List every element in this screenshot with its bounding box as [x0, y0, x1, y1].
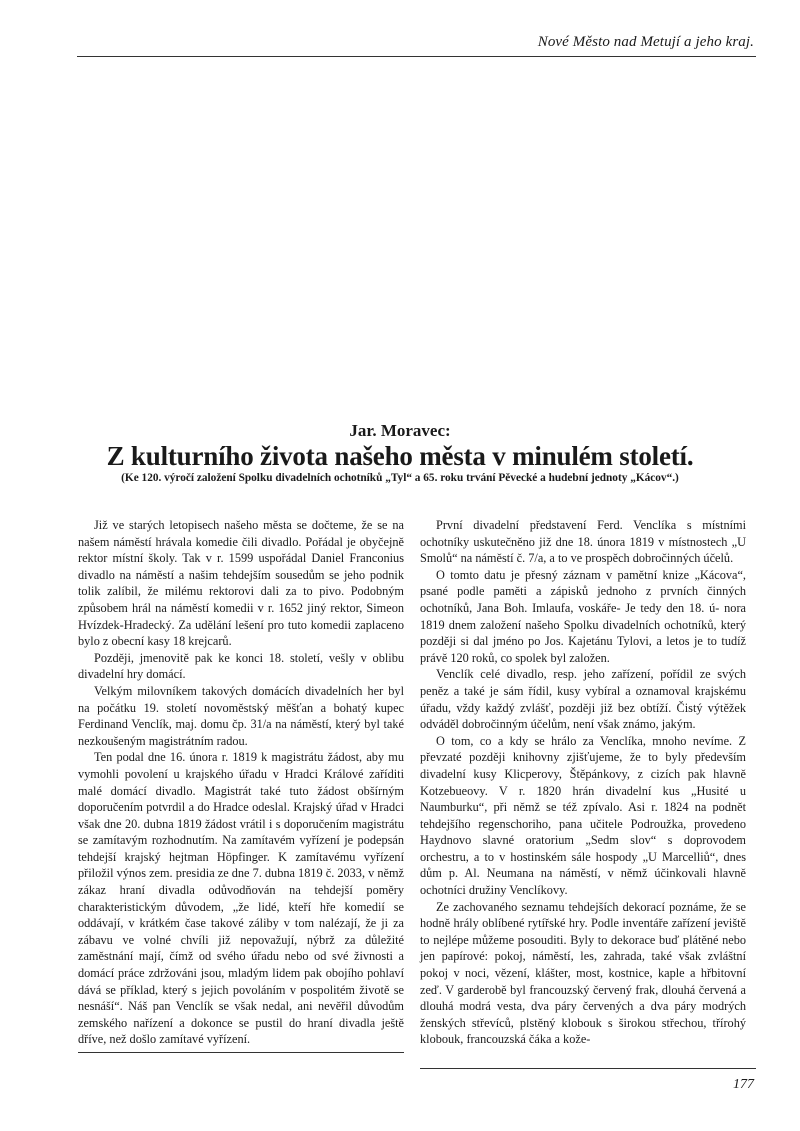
article-title: Z kulturního života našeho města v minulém století.: [106, 441, 694, 471]
paragraph: Velkým milovníkem takových domácích divadelních her byl na počátku 19. století novoměstský měšťan a bohatý kupec Ferdinand Venclík, maj. domu čp. 31/a na náměstí, který byl také nezkoušeným magistrátním radou.: [78, 683, 404, 748]
page-number: 177: [733, 1077, 754, 1092]
paragraph: Ze zachovaného seznamu tehdejších dekorací poznáme, že se hodně hrály oblíbené rytířské hry. Podle inventáře zařízení jeviště to nejlépe můžeme posouditi. Byly to dekorace buď plátěné nebo jen papírové: pokoj, náměstí, les, zahrada, také však zvláštní pokoj v noci, vězení, klášter, most, kostnice, kaple a hřbitovní zeď. V garderobě byl francouzský červený frak, dlouhá červená a dlouhá modrá vesta, dva páry červených a dva páry modrých ženských střevíců, plstěný klobouk s širokou střechou, třírohý klobouk, francouzská čáka a kože-: [420, 899, 746, 1047]
paragraph: Venclík celé divadlo, resp. jeho zařízení, pořídil ze svých peněz a také je sám řídil, kusy vybíral a oznamoval krajskému úřadu, vždy každý zvlášť, později již bez obtíží. Čistý výtěžek odváděl dobročinným účelům, není však známo, jakým.: [420, 667, 746, 732]
paragraph: Později, jmenovitě pak ke konci 18. století, vešly v oblibu divadelní hry domácí.: [78, 650, 404, 682]
running-head: Nové Město nad Metují a jeho kraj.: [537, 34, 754, 50]
right-column: [420, 517, 746, 1048]
paragraph: O tomto datu je přesný záznam v pamětní knize „Kácova“, psané podle paměti a zápisků jednoho z prvních činných ochotníků, Jana Boh. Imlaufa, voskáře- Je tedy den 18. ú- nora 1819 dnem založení našeho Spolku divadelních ochotníků, který později si dal jméno po Jos. Kajetánu Tylovi, a letos je to tudíž právě 120 roků, co spolek byl založen.: [420, 567, 746, 665]
paragraph: Ten podal dne 16. února r. 1819 k magistrátu žádost, aby mu vymohli povolení u krajského úřadu v Hradci Králové zaříditi malé domácí divadlo. Magistrát také tuto žádost obšírným doporučením potvrdil a do Hradce odeslal. Krajský úřad v Hradci však dne 20. dubna 1819 žádost vrátil i s doporučením magistrátu se zamítavým rozhodnutím. Na zamítavém vyřízení je podepsán tehdejší krajský hejtman Höpfinger. K zamítavému vyřízení přiložil výnos zem. presidia ze dne 7. dubna 1819 č. 2033, v němž zákaz hraní divadla odůvodňován na tehdejší poměry charakteristickým důvodem, „že lidé, kteří hře komedií se oddávají, v krátkém čase takové záliby v tom nalézají, že ji za zábavu ve volné chvíli již nepovažují, nýbrž za důležité zaměstnání mají, čímž od svého úřadu nebo od své živnosti a domácí práce zdržováni jsou, mladým lidem pak obojího pohlaví dává se příklad, který s jejich povoláním v pospolitém životě se nesnáší“. Náš pan Venclík se však nedal, ani nevěřil důvodům zemského nařízení a dokonce se pustil do hraní divadla ještě dříve, než došlo zamítavé vyřízení.: [78, 750, 404, 1047]
left-column-end-rule: [78, 1052, 404, 1053]
left-column: [78, 517, 404, 1048]
footer-rule: [420, 1068, 756, 1069]
paragraph: O tom, co a kdy se hrálo za Venclíka, mnoho nevíme. Z převzaté později knihovny zjišťujeme, že to byly především divadelní kusy Klicperovy, Štěpánkovy, z cizích pak hlavně Kotzebueovy. V r. 1820 hrán divadelní kus „Husité u Naumburku“, při němž se též zpívalo. Asi r. 1824 na podnět tehdejšího regenschoriho, pana učitele Podroužka, provedeno Haydnovo slavné oratorium „Sedm slov“ s doprovodem orchestru, a to v hostinském sále hospody „U Marcelliů“, dnes dům p. Al. Neumana na náměstí, v němž účinkovali hlavně ochotníci družiny Venclíkovy.: [420, 733, 746, 898]
header-rule: [77, 56, 756, 57]
article-author: Jar. Moravec:: [349, 421, 451, 440]
paragraph: První divadelní představení Ferd. Venclíka s místními ochotníky uskutečněno již dne 18. února 1819 v místnostech „U Smolů“ na náměstí č. 7/a, a to ve prospěch dobročinných účelů.: [420, 518, 746, 566]
paragraph: Již ve starých letopisech našeho města se dočteme, že se na našem náměstí hrávala komedie čili divadlo. Pořádal je obyčejně rektor místní školy. Tak v r. 1599 uspořádal Daniel Franconius divadlo na náměstí a našim tehdejším sousedům se jeho podnik tolik zalíbil, že milému rektorovi dali za to pivo. Podobným způsobem hrál na náměstí komedii v r. 1652 jiný rektor, Simeon Hvízdek-Hradecký. Za udělání lešení pro tuto komedii zaplaceno bylo z obecní kasy 18 krejcarů.: [78, 518, 404, 649]
article-subtitle: (Ke 120. výročí založení Spolku divadelních ochotníků „Tyl“ a 65. roku trvání Pěvecké a hudební jednoty „Kácov“.): [121, 472, 679, 484]
